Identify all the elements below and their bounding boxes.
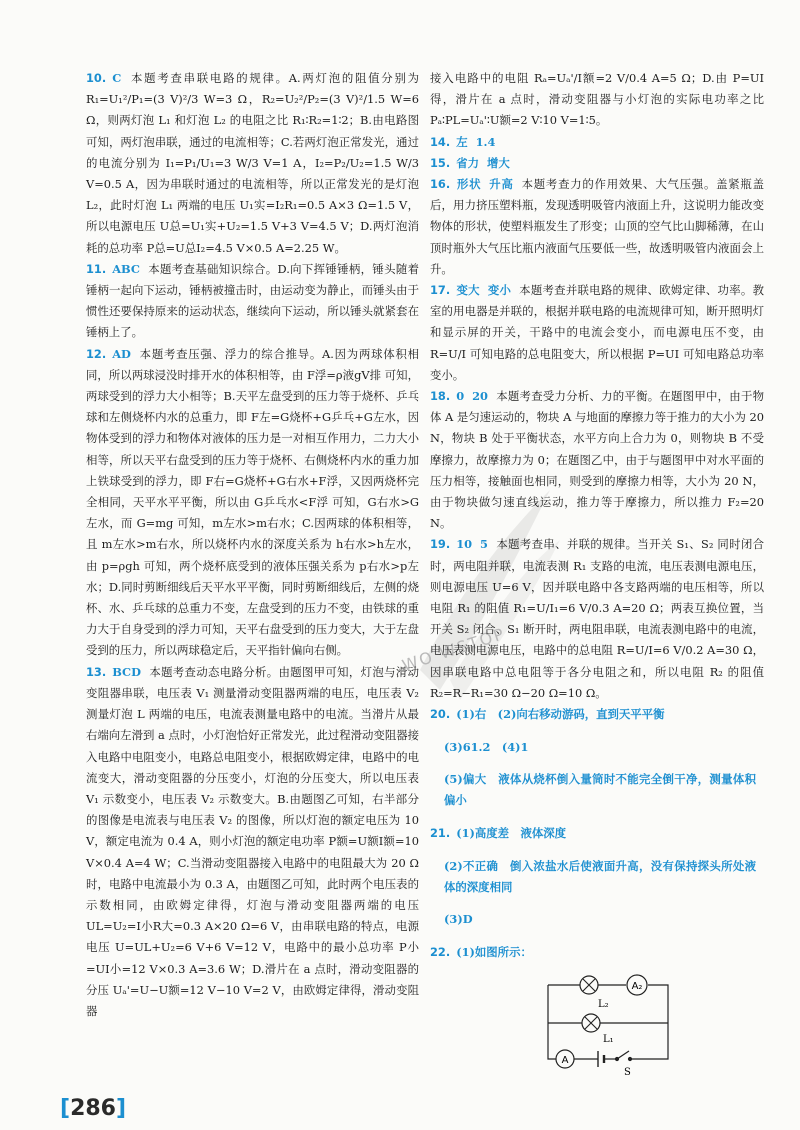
answer-key: 变大 <box>456 283 480 298</box>
ammeter-a2-icon <box>627 975 647 995</box>
answer-18 <box>430 386 764 534</box>
sub-answer: (1)如图所示： <box>456 945 532 960</box>
lamp-l2-label: L₂ <box>598 999 609 1011</box>
answer-22 <box>430 942 764 1079</box>
explanation: 本题考查压强、浮力的综合推导。A.因为两球体积相同，所以两球浸没时排开水的体积相等，由 F浮=ρ液gV排 可知，两球受到的浮力大小相等；B.天平左盘受到的压力等于烧杯、乒乓球和左侧烧杯内水的总重力，即 F左=G烧杯+G乒乓+G左水，因物体受到的浮力和物体对液体的压力是一对相互作用力，二力大小相等，所以天平右盘受到的压力等于烧杯、右侧烧杯内水的重力加上铁球受到的浮力，即 F右=G烧杯+G右水+F浮，又因两烧杯完全相同，天平水平平衡，所以由 G乒乓水<F浮 可知，G右水>G左水，而 G=mg 可知，m左水>m右水；C.因两球的体积相等，且 m左水>m右水，所以烧杯内水的深度关系为 h右水>h左水，由 p=ρgh 可知，两个烧杯底受到的液体压强关系为 p右水>p左水；D.同时剪断细线后天平水平平衡，同时剪断细线后，左侧的烧杯、水、乒乓球的总重力不变，左盘受到的压力不变，由铁球的重力大于自身受到的浮力可知，天平右盘受到的压力变大，大于左盘受到的压力，所以两球稳定后，天平指针偏向右侧。 <box>86 346 419 658</box>
explanation: 本题考查动态电路分析。由题图甲可知，灯泡与滑动变阻器串联，电压表 V₁ 测量滑动变阻器两端的电压，电压表 V₂ 测量灯泡 L 两端的电压，电流表测量电路中的电流。当滑片从最右端向左滑到 a 点时，小灯泡恰好正常发光，此过程滑动变阻器接入电路中电阻变小，电路总电阻变小，根据欧姆定律，电路中的电流变大，滑动变阻器的分压变小，灯泡的分压变大，所以电压表 V₁ 示数变小，电压表 V₂ 示数变大。B.由题图乙可知，右半部分的图像是电流表与电压表 V₂ 的图像，所以灯泡的额定电压为 10 V，额定电流为 0.4 A，则小灯泡的额定电功率 P额=U额I额=10 V×0.4 A=4 W；C.当滑动变阻器接入电路中的电阻最大为 20 Ω 时，电路中电流最小为 0.3 A，由题图乙可知，此时两个电压表的示数相同，由欧姆定律得，灯泡与滑动变阻器两端的电压 UL=U₂=I小R大=0.3 A×20 Ω=6 V，由串联电路的特点，电源电压 U=UL+U₂=6 V+6 V=12 V，电路中的最小总功率 P小=UI小=12 V×0.3 A=3.6 W；D.滑片在 a 点时，滑动变阻器的分压 Uₐ'=U−U额=12 V−10 V=2 V，由欧姆定律得，滑动变阻器 <box>86 664 419 1018</box>
battery-icon <box>598 1051 604 1067</box>
answer-key: 0 <box>456 389 465 404</box>
question-number: 18. <box>430 389 451 404</box>
answer-key-2: 5 <box>480 537 488 552</box>
answer-16 <box>430 174 764 280</box>
explanation: 本题考查受力分析、力的平衡。在题图甲中，由于物体 A 是匀速运动的，物块 A 与地面的摩擦力等于推力的大小为 20 N，物块 B 处于平衡状态，水平方向上合力为 0，则物块 B 不受摩擦力，故摩擦力为 0；在题图乙中，由于与题图甲中对水平面的压力相等，接触面也相同，则受到的摩擦力相等，大小为 20 N，由于物块做匀速直线运动，推力等于摩擦力，所以推力 F₂=20 N。 <box>430 389 764 531</box>
question-number: 20. <box>430 707 451 722</box>
sub-answer: (1)右 (2)向右移动游码，直到天平平衡 <box>456 707 665 722</box>
answer-key: 形状 <box>456 177 482 192</box>
switch-label: S <box>624 1067 631 1079</box>
lamp-l2-icon <box>580 976 598 994</box>
question-number: 16. <box>430 177 451 192</box>
answer-19 <box>430 534 764 704</box>
circuit-diagram <box>430 967 764 1079</box>
ammeter-a2-label: A₂ <box>631 981 643 993</box>
answer-14 <box>430 132 764 153</box>
answer-13 <box>86 662 419 1022</box>
circuit-svg <box>430 967 764 1079</box>
answer-22-line-1 <box>430 942 764 963</box>
answer-key-2: 变小 <box>487 283 512 298</box>
answer-20-line-1 <box>430 704 764 725</box>
answer-11 <box>86 259 419 344</box>
answer-key-2: 增大 <box>486 155 510 170</box>
page-number-value: 286 <box>70 1096 116 1121</box>
ammeter-a-label: A <box>561 1055 569 1067</box>
answer-key: C <box>112 71 122 85</box>
sub-answer: (2)不正确 倒入浓盐水后使液面升高，没有保持探头所处液体的深度相同 <box>444 858 756 894</box>
answer-key: BCD <box>112 664 141 679</box>
question-number: 14. <box>430 134 451 149</box>
answer-17 <box>430 280 764 386</box>
answer-13-continued <box>430 68 764 132</box>
answer-key-2: 20 <box>472 389 488 404</box>
sub-answer: (1)高度差 液体深度 <box>456 826 567 841</box>
question-number: 17. <box>430 283 451 298</box>
question-number: 13. <box>86 664 107 679</box>
switch-icon <box>615 1051 631 1061</box>
sub-answer: (5)偏大 液体从烧杯倒入量筒时不能完全倒干净，测量体积偏小 <box>444 772 756 808</box>
ammeter-a-icon <box>556 1050 574 1068</box>
explanation: 本题考查力的作用效果、大气压强。盖紧瓶盖后，用力挤压塑料瓶，发现透明吸管内液面上升，这说明力能改变物体的形状，使塑料瓶发生了形变；山顶的空气比山脚稀薄，在山顶时瓶外大气压比瓶内液面气压要低一些，故透明吸管内液面会上升。 <box>430 177 764 276</box>
answer-key: 省力 <box>456 155 479 170</box>
answer-12 <box>86 344 419 662</box>
sub-answer: (3)D <box>444 912 473 927</box>
answer-key: 10 <box>456 537 473 552</box>
question-number: 22. <box>430 945 451 960</box>
answer-key-2: 升高 <box>489 177 514 192</box>
answer-key: 左 <box>456 134 468 149</box>
left-column <box>86 68 419 1022</box>
question-number: 11. <box>86 261 107 276</box>
question-number: 15. <box>430 155 451 170</box>
answer-15 <box>430 153 764 174</box>
answer-key-2: 1.4 <box>475 134 496 149</box>
explanation: 本题考查并联电路的规律、欧姆定律、功率。教室的用电器是并联的，根据并联电路的电流规律可知，断开照明灯和显示屏的开关，干路中的电流会变小，而电源电压不变，由 R=U/I 可知电路的总电阻变大，所以根据 P=UI 可知电路总功率变小。 <box>430 283 764 382</box>
question-number: 12. <box>86 346 107 361</box>
answer-20 <box>430 704 764 812</box>
answer-key: AD <box>112 346 131 361</box>
answer-21 <box>430 823 764 931</box>
answer-21-line-1 <box>430 823 764 844</box>
question-number: 21. <box>430 826 451 841</box>
watermark-text: WO WSTOP <box>399 623 508 676</box>
answer-key: ABC <box>112 261 140 276</box>
explanation: 本题考查基础知识综合。D.向下挥锤锤柄，锤头随着锤柄一起向下运动，锤柄被撞击时，由运动变为静止，而锤头由于惯性还要保持原来的运动状态，继续向下运动，所以锤头就紧套在锤柄上了。 <box>86 261 419 340</box>
explanation: 接入电路中的电阻 Rₐ=Uₐ'/I额=2 V/0.4 A=5 Ω；D.由 P=UI 得，滑片在 a 点时，滑动变阻器与小灯泡的实际电功率之比 Pₐ∶PL=Uₐ'∶U额=2 V∶10 V=1∶5。 <box>430 71 764 128</box>
right-column <box>430 68 764 1079</box>
question-number: 10. <box>86 71 107 85</box>
lamp-l1-icon <box>582 1014 600 1032</box>
page-number: [286] <box>60 1096 127 1121</box>
sub-answer: (3)61.2 (4)1 <box>444 739 529 754</box>
explanation: 本题考查串联电路的规律。A.两灯泡的阻值分别为 R₁=U₁²/P₁=(3 V)²/3 W=3 Ω，R₂=U₂²/P₂=(3 V)²/1.5 W=6 Ω，则两灯泡 L₁ 和灯泡 L₂ 的电阻之比 R₁∶R₂=1∶2；B.由电路图可知，两灯泡串联，通过的电流相等；C.若两灯泡正常发光，通过的电流分别为 I₁=P₁/U₁=3 W/3 V=1 A，I₂=P₂/U₂=1.5 W/3 V=0.5 A，因为串联时通过的电流相等，所以正常发光的是灯泡 L₂，此时灯泡 L₁ 两端的电压 U₁实=I₂R₁=0.5 A×3 Ω=1.5 V，所以电源电压 U总=U₁实+U₂=1.5 V+3 V=4.5 V；D.两灯泡消耗的总功率 P总=U总I₂=4.5 V×0.5 A=2.25 W。 <box>86 71 419 255</box>
answer-10 <box>86 68 419 259</box>
explanation: 本题考查串、并联的规律。当开关 S₁、S₂ 同时闭合时，两电阻并联，电流表测 R₁ 支路的电流，电压表测电源电压，则电源电压 U=6 V，因并联电路中各支路两端的电压相等，所以电阻 R₁ 的阻值 R₁=U/I₁=6 V/0.3 A=20 Ω；两表互换位置，当开关 S₂ 闭合、S₁ 断开时，两电阻串联，电流表测电路中的电流，电压表测电源电压，电路中的总电阻 R=U/I=6 V/0.2 A=30 Ω，因串联电路中总电阻等于各分电阻之和，所以电阻 R₂ 的阻值 R₂=R−R₁=30 Ω−20 Ω=10 Ω。 <box>430 537 764 700</box>
question-number: 19. <box>430 537 451 552</box>
lamp-l1-label: L₁ <box>603 1034 614 1046</box>
